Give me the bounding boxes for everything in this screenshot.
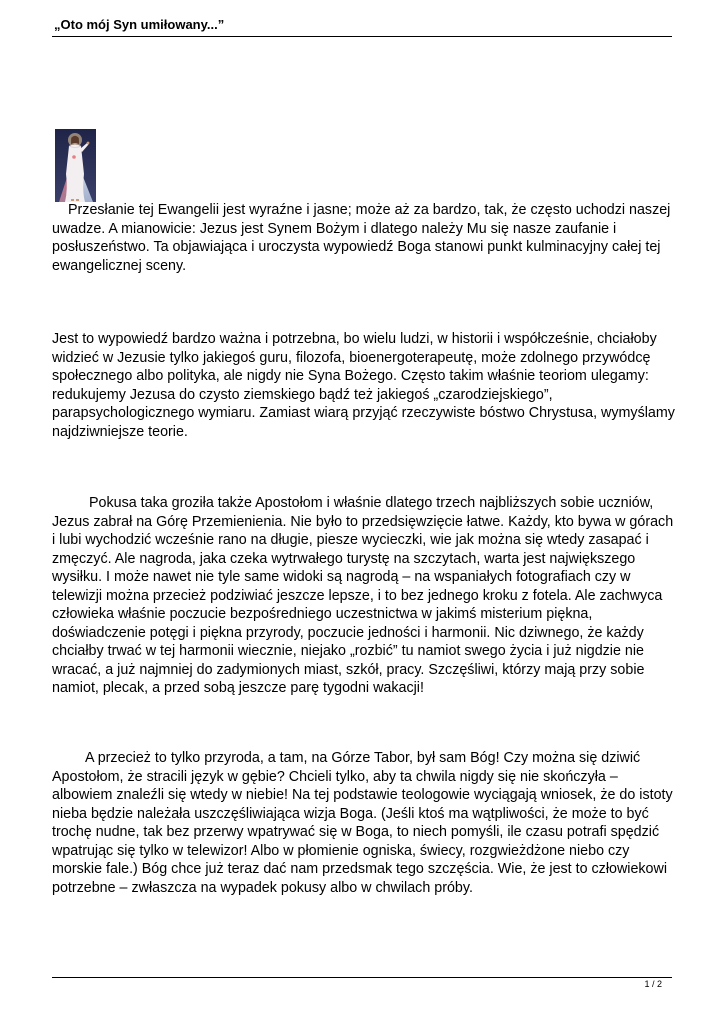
page-title: „Oto mój Syn umiłowany...” bbox=[54, 17, 225, 32]
page-footer bbox=[52, 977, 672, 992]
page-header bbox=[52, 14, 672, 37]
divine-mercy-icon bbox=[55, 129, 96, 202]
paragraph-2: Jest to wypowiedź bardzo ważna i potrzebna, bo wielu ludzi, w historii i współcześnie, chciałoby widzieć w Jezusie tylko jakiegoś guru, filozofa, bioenergoterapeutę, może zdolnego przywódcę społecznego albo polityka, ale nigdy nie Syna Bożego. Często takim właśnie teoriom ulegamy: redukujemy Jezusa do czysto ziemskiego bądź też jakiegoś „czarodziejskiego”, parapsychologicznego wymiaru. Zamiast wiarą przyjąć rzeczywiste bóstwo Chrystusa, wymyślamy najdziwniejsze teorie. bbox=[52, 331, 675, 440]
paragraph-4: A przecież to tylko przyroda, a tam, na Górze Tabor, był sam Bóg! Czy można się dziwić Apostołom, że stracili język w gębie? Chcieli tylko, aby ta chwila nigdy się nie skończyła – albowiem znaleźli się wtedy w niebie! Na tej podstawie teologowie wyciągają wniosek, że do istoty nieba będzie należała uszczęśliwiająca wizja Boga. (Jeśli ktoś ma wątpliwości, że może to być trochę nudne, tak bez przerwy wpatrywać się w Boga, to niech pomyśli, ile czasu potrafi spędzić wpatrując się tylko w telewizor! Albo w płomienie ogniska, świecy, rozgwieżdżone niebo czy morskie fale.) Bóg chce już teraz dać nam przedsmak tego szczęścia. Wie, że jest to człowiekowi potrzebne – zwłaszcza na wypadek pokusy albo w chwilach próby. bbox=[52, 750, 673, 896]
page-number: 1 / 2 bbox=[644, 979, 662, 989]
paragraph-3: Pokusa taka groziła także Apostołom i właśnie dlatego trzech najbliższych sobie uczniów, Jezus zabrał na Górę Przemienienia. Nie było to przedsięwzięcie łatwe. Każdy, kto bywa w górach i lubi wychodzić wcześnie rano na długie, piesze wycieczki, wie jak można się wtedy zasapać i zmęczyć. Ale nagroda, jaka czeka wytrwałego turystę na szczytach, warta jest największego wysiłku. I może nawet nie tyle same widoki są nagrodą – na wspaniałych fotografiach czy w telewizji można przecież podziwiać jeszcze lepsze, i to bez jednego kroku z fotela. Ale zachwyca człowieka właśnie poczucie bezpośredniego uczestnictwa w jakimś misterium piękna, doświadczenie potęgi i piękna przyrody, poczucie jedności i harmonii. Nic dziwnego, że każdy chciałby trwać w tej harmonii wiecznie, niejako „rozbić” tu namiot swego życia i już nigdzie nie wracać, a już najmniej do zadymionych miast, szkół, pracy. Szczęśliwi, którzy mają przy sobie namiot, plecak, a przed sobą jeszcze parę tygodni wakacji! bbox=[52, 495, 674, 696]
divine-mercy-image bbox=[55, 129, 96, 202]
paragraph-1: Przesłanie tej Ewangelii jest wyraźne i jasne; może aż za bardzo, tak, że często uchodzi naszej uwadze. A mianowicie: Jezus jest Synem Bożym i dlatego należy Mu się nasze zaufanie i posłuszeństwo. Ta objawiająca i uroczysta wypowiedź Boga stanowi punkt kulminacyjny całej tej ewangelicznej sceny. bbox=[52, 202, 671, 274]
